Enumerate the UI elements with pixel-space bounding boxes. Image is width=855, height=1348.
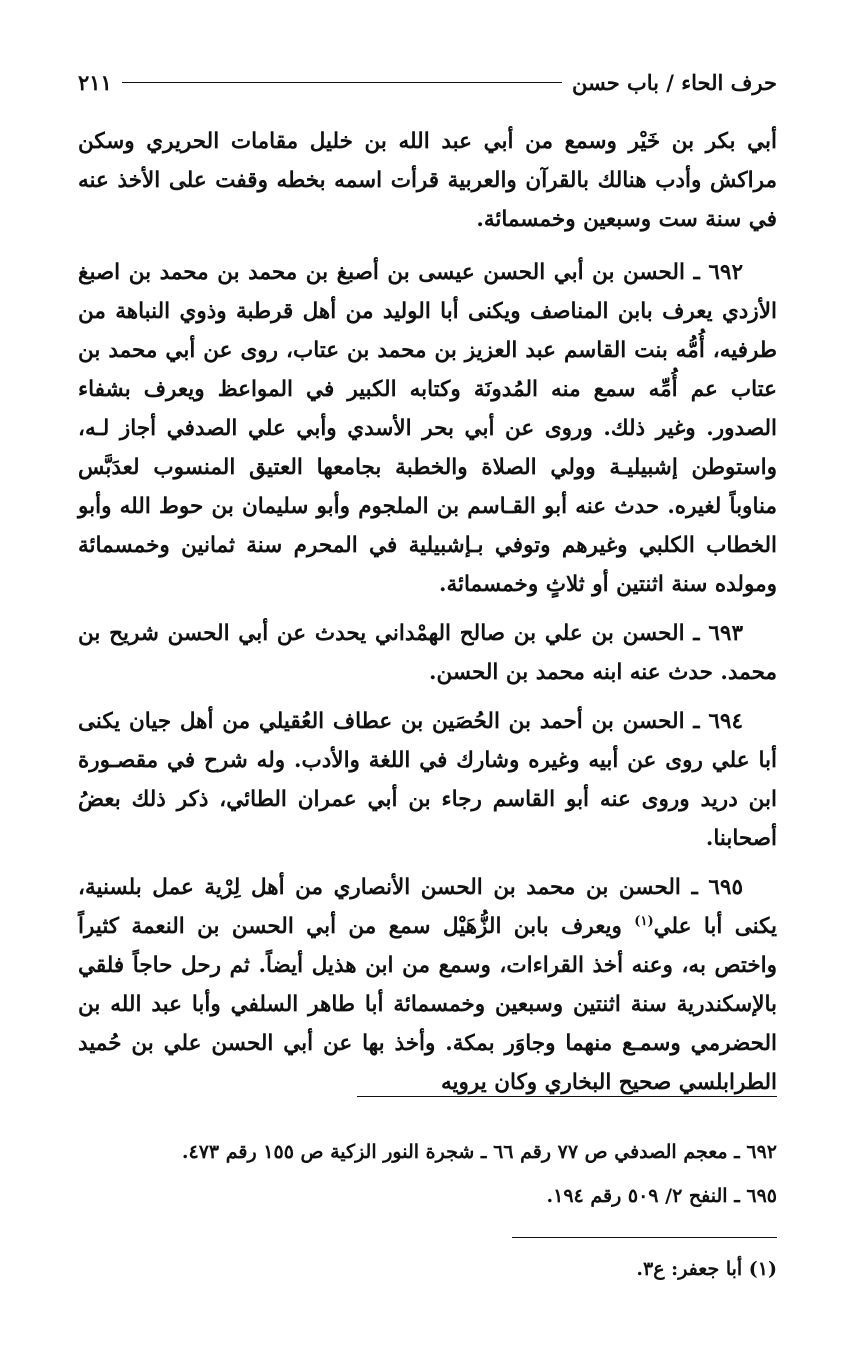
footnotes-divider — [512, 1237, 777, 1238]
footnote: (١) أبا جعفر: ع٣. — [636, 1258, 777, 1280]
sources-notes — [78, 1130, 777, 1218]
running-title: حرف الحاء / باب حسن — [571, 69, 777, 95]
header-rule — [122, 82, 562, 83]
entry-693: ٦٩٣ ـ الحسن بن علي بن صالح الهمْداني يحدث عن أبي الحسن شريح بن محمد. حدث عنه ابنه محمد بن الحسن. — [78, 621, 777, 685]
source-note: ٦٩٢ ـ معجم الصدفي ص ٧٧ رقم ٦٦ ـ شجرة النور الزكية ص ١٥٥ رقم ٤٧٣. — [181, 1141, 777, 1163]
entry-695-text-a: ٦٩٥ ـ الحسن بن محمد بن الحسن الأنصاري من أهل لِرْية عمل بلسنية، يكنى أبا علي — [78, 875, 777, 939]
body-text — [78, 122, 777, 1102]
footnotes — [78, 1254, 777, 1284]
entry-695 — [78, 868, 777, 1102]
page-number: ٢١١ — [78, 69, 112, 95]
source-note: ٦٩٥ ـ النفح ٢/ ٥٠٩ رقم ١٩٤. — [546, 1185, 777, 1207]
sources-divider — [357, 1096, 777, 1097]
footnote-marker: (١) — [634, 913, 654, 929]
entry-694: ٦٩٤ ـ الحسن بن أحمد بن الحُصَين بن عطاف العُقيلي من أهل جيان يكنى أبا علي روى عن أبيه وغيره وشارك في اللغة والأدب. وله شرح في مقصـورة ابن دريد وروى عنه أبو القاسم رجاء بن أبي عمران الطائي، ذكر ذلك بعضُ أصحابنا. — [78, 709, 777, 851]
page-header — [78, 62, 777, 102]
entry-695-text-b: ويعرف بابن الزُّهَيْل سمع من أبي الحسن بن النعمة كثيراً واختص به، وعنه أخذ القراءات، وسمع من ابن هذيل أيضاً. ثم رحل حاجاً فلقي بالإسكندرية سنة اثنتين وسبعين وخمسمائة أبا طاهر السلفي وأبا عبد الله بن الحضرمي وسمـع منهما وجاوَر بمكة. وأخذ بها عن أبي الحسن علي بن حُميد الطرابلسي صحيح البخاري وكان يرويه — [78, 914, 777, 1095]
continuation-paragraph: أبي بكر بن خَيْر وسمع من أبي عبد الله بن خليل مقامات الحريري وسكن مراكش وأدب هنالك بالقرآن والعربية قرأت اسمه بخطه وقفت على الأخذ عنه في سنة ست وسبعين وخمسمائة. — [78, 129, 777, 232]
entry-692: ٦٩٢ ـ الحسن بن أبي الحسن عيسى بن أصبغ بن محمد بن محمد بن اصبغ الأزدي يعرف بابن المناصف ويكنى أبا الوليد من أهل قرطبة وذوي النباهة من طرفيه، أُمُّه بنت القاسم عبد العزيز بن محمد بن عتاب، روى عن أبي محمد بن عتاب عم أُمِّه سمع منه المُدونَة وكتابه الكبير في المواعظ ويعرف بشفاء الصدور. وغير ذلك. وروى عن أبي بحر الأسدي وأبي علي الصدفي أجاز لـه، واستوطن إشبيليـة وولي الصلاة والخطبة بجامعها العتيق المنسوب لعدَبَّس مناوباً لغيره. حدث عنه أبو القـاسم بن الملجوم وأبو سليمان بن حوط الله وأبو الخطاب الكلبي وغيرهم وتوفي بـإشبيلية في المحرم سنة ثمانين وخمسمائة ومولده سنة اثنتين أو ثلاثٍ وخمسمائة. — [78, 260, 777, 597]
